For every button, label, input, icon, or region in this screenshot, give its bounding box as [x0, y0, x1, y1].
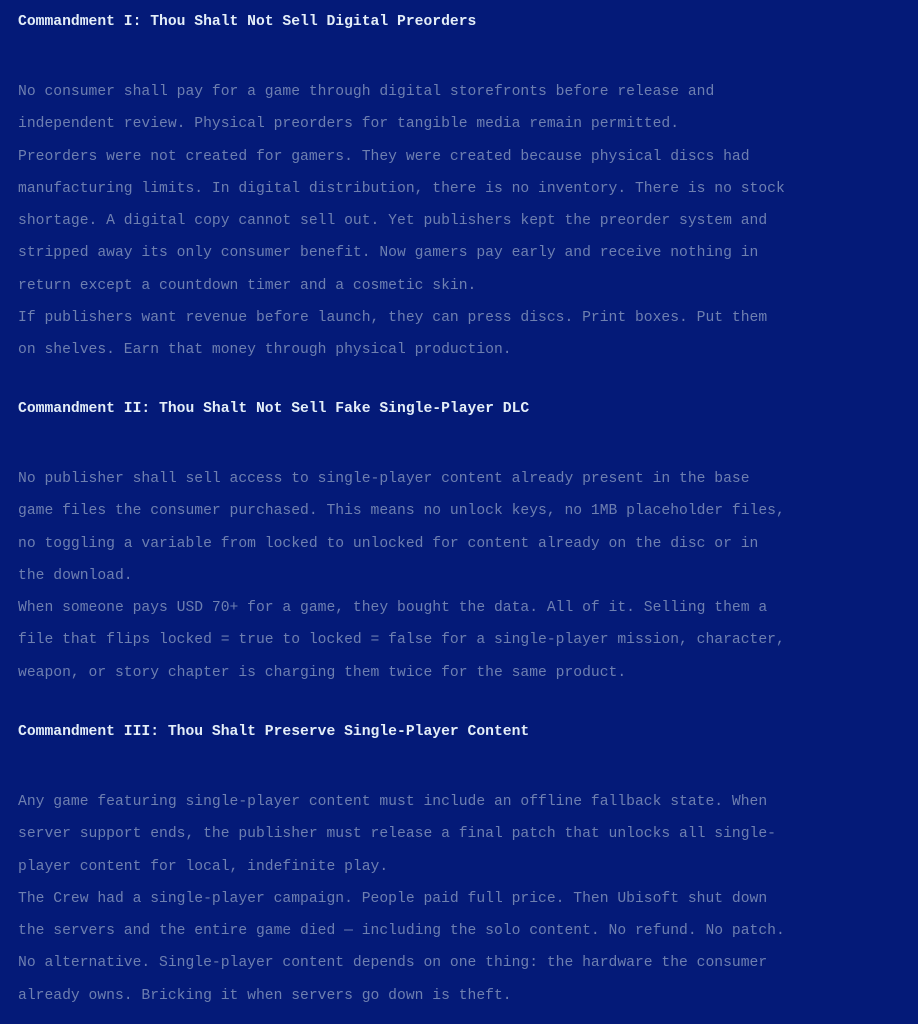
body-line: game files the consumer purchased. This means no unlock keys, no 1MB placeholder files, [18, 503, 785, 520]
body-line: No alternative. Single-player content depends on one thing: the hardware the consumer [18, 955, 768, 972]
body-line: return except a countdown timer and a cosmetic skin. [18, 277, 477, 294]
commandment-2-heading: Commandment II: Thou Shalt Not Sell Fake Single-Player DLC [18, 401, 530, 417]
body-line: the download. [18, 567, 133, 584]
body-line: no toggling a variable from locked to unlocked for content already on the disc or in [18, 535, 759, 552]
commandment-3-heading: Commandment III: Thou Shalt Preserve Single-Player Content [18, 724, 530, 740]
body-line: independent review. Physical preorders for tangible media remain permitted. [18, 116, 680, 133]
commandment-1-heading: Commandment I: Thou Shalt Not Sell Digital Preorders [18, 14, 477, 30]
body-line: If publishers want revenue before launch, they can press discs. Print boxes. Put them [18, 310, 768, 327]
commandment-1-section [18, 12, 908, 367]
body-line: Any game featuring single-player content must include an offline fallback state. When [18, 794, 768, 810]
body-line: Preorders were not created for gamers. They were created because physical discs had [18, 148, 750, 165]
body-line: player content for local, indefinite play. [18, 858, 389, 875]
body-line: already owns. Bricking it when servers go down is theft. [18, 987, 512, 1004]
body-line: server support ends, the publisher must release a final patch that unlocks all single- [18, 826, 776, 843]
body-line: manufacturing limits. In digital distribution, there is no inventory. There is no stock [18, 180, 785, 197]
commandment-3-body [18, 786, 908, 1012]
body-line: No publisher shall sell access to single-player content already present in the base [18, 471, 750, 487]
body-line: shortage. A digital copy cannot sell out. Yet publishers kept the preorder system and [18, 213, 768, 230]
body-line: the servers and the entire game died — including the solo content. No refund. No patch. [18, 923, 785, 940]
body-line: stripped away its only consumer benefit. Now gamers pay early and receive nothing in [18, 245, 759, 262]
commandment-2-section [18, 399, 908, 689]
body-line: file that flips locked = true to locked = false for a single-player mission, character, [18, 632, 785, 649]
body-line: The Crew had a single-player campaign. People paid full price. Then Ubisoft shut down [18, 890, 768, 907]
body-line: When someone pays USD 70+ for a game, they bought the data. All of it. Selling them a [18, 600, 768, 617]
commandment-3-section [18, 722, 908, 1012]
commandment-2-body [18, 463, 908, 689]
body-line: on shelves. Earn that money through physical production. [18, 342, 512, 359]
body-line: weapon, or story chapter is charging them twice for the same product. [18, 664, 627, 681]
commandment-1-body [18, 76, 908, 367]
body-line: No consumer shall pay for a game through digital storefronts before release and [18, 84, 715, 100]
